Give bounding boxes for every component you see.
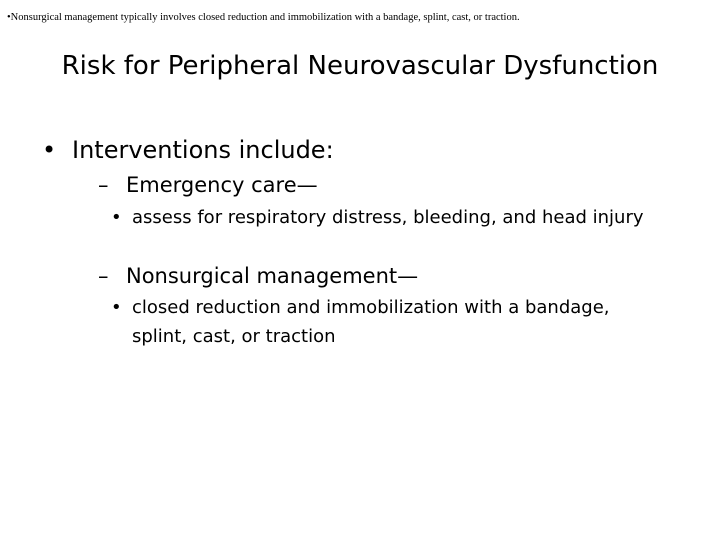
dash-marker: – bbox=[98, 264, 109, 288]
top-note: •Nonsurgical management typically involves closed reduction and immobilization with a bandage, splint, cast, or traction. bbox=[7, 12, 520, 23]
sub-bullet-nonsurgical bbox=[98, 261, 418, 291]
bullet-marker: • bbox=[111, 297, 122, 318]
bullet-marker: • bbox=[42, 136, 57, 164]
detail-bullet-nonsurgical-text: closed reduction and immobilization with a bandage, splint, cast, or traction bbox=[132, 297, 610, 347]
sub-bullet-emergency bbox=[98, 170, 318, 200]
bullet-marker: • bbox=[111, 207, 122, 228]
detail-bullet-emergency-text: assess for respiratory distress, bleeding, and head injury bbox=[132, 207, 644, 228]
sub-bullet-emergency-text: Emergency care— bbox=[126, 173, 318, 197]
bullet-interventions bbox=[42, 133, 334, 167]
bullet-interventions-text: Interventions include: bbox=[72, 136, 334, 164]
sub-bullet-nonsurgical-text: Nonsurgical management— bbox=[126, 264, 419, 288]
slide-title: Risk for Peripheral Neurovascular Dysfunction bbox=[61, 51, 659, 81]
dash-marker: – bbox=[98, 173, 109, 197]
detail-bullet-emergency bbox=[111, 203, 652, 232]
detail-bullet-nonsurgical bbox=[111, 293, 652, 351]
